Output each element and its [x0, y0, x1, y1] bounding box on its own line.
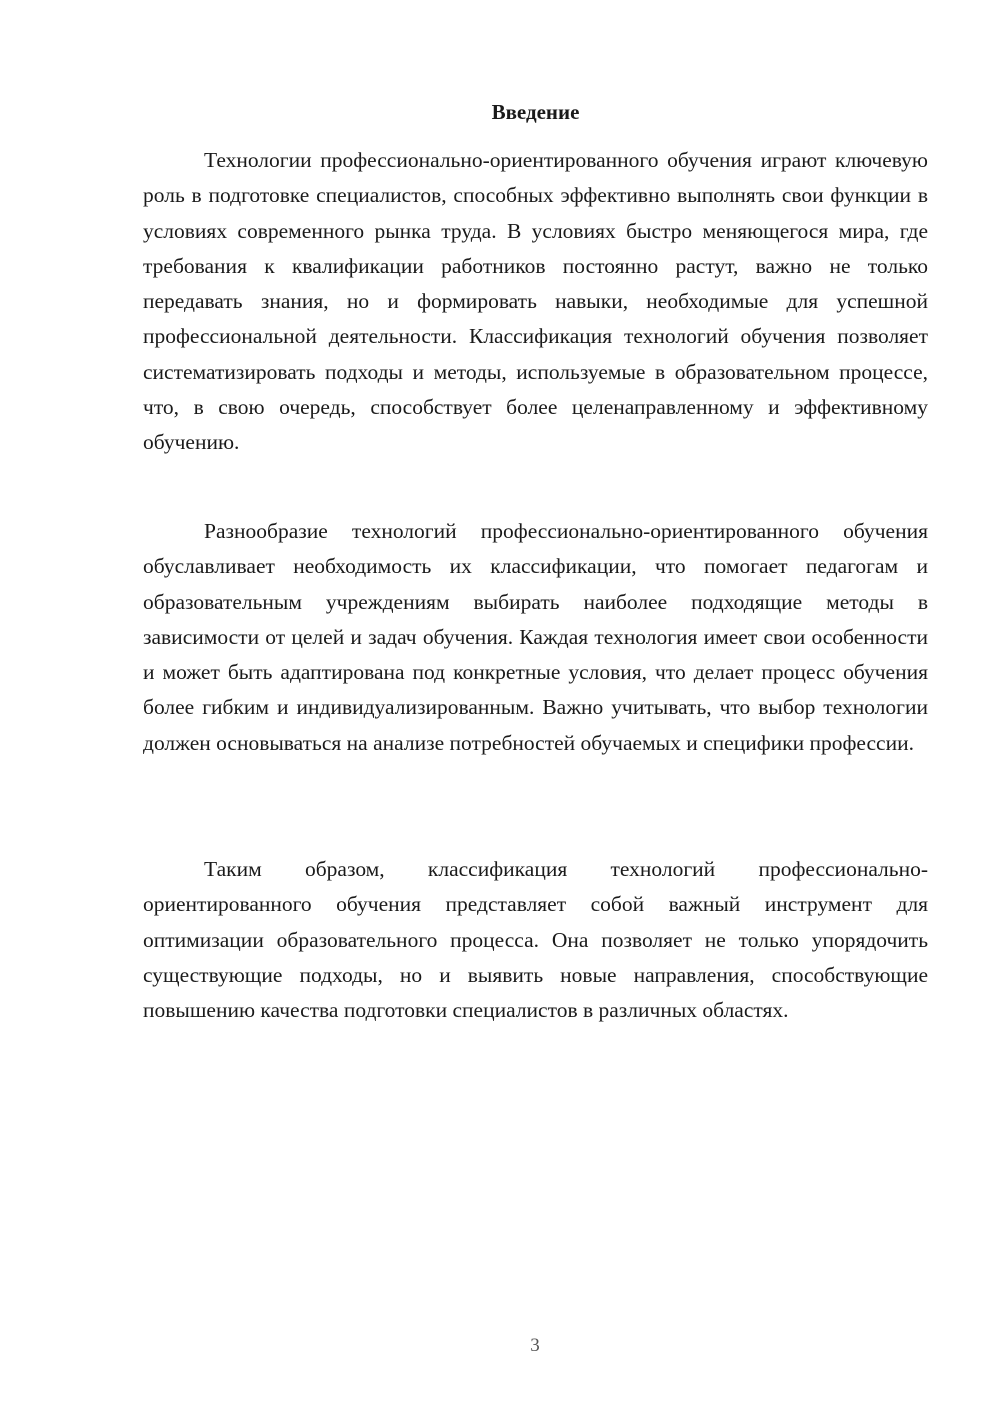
paragraph-2: Разнообразие технологий профессионально-ориентированного обучения обуславливает необходимость их классификации, что помогает педагогам и образовательным учреждениям выбирать наиболее подходящие методы в зависимости от целей и задач обучения. Каждая технология имеет свои особенности и может быть адаптирована под конкретные условия, что делает процесс обучения более гибким и индивидуализированным. Важно учитывать, что выбор технологии должен основываться на анализе потребностей обучаемых и специфики профессии.: [143, 519, 928, 755]
paragraph-1: Технологии профессионально-ориентированного обучения играют ключевую роль в подготовке специалистов, способных эффективно выполнять свои функции в условиях современного рынка труда. В условиях быстро меняющегося мира, где требования к квалификации работников постоянно растут, важно не только передавать знания, но и формировать навыки, необходимые для успешной профессиональной деятельности. Классификация технологий обучения позволяет систематизировать подходы и методы, используемые в образовательном процессе, что, в свою очередь, способствует более целенаправленному и эффективному обучению.: [143, 148, 928, 455]
page-number: 3: [530, 1335, 540, 1356]
section-heading: Введение: [491, 100, 580, 124]
paragraph-3: Таким образом, классификация технологий профессионально-ориентированного обучения представляет собой важный инструмент для оптимизации образовательного процесса. Она позволяет не только упорядочить существующие подходы, но и выявить новые направления, способствующие повышению качества подготовки специалистов в различных областях.: [143, 857, 928, 1023]
